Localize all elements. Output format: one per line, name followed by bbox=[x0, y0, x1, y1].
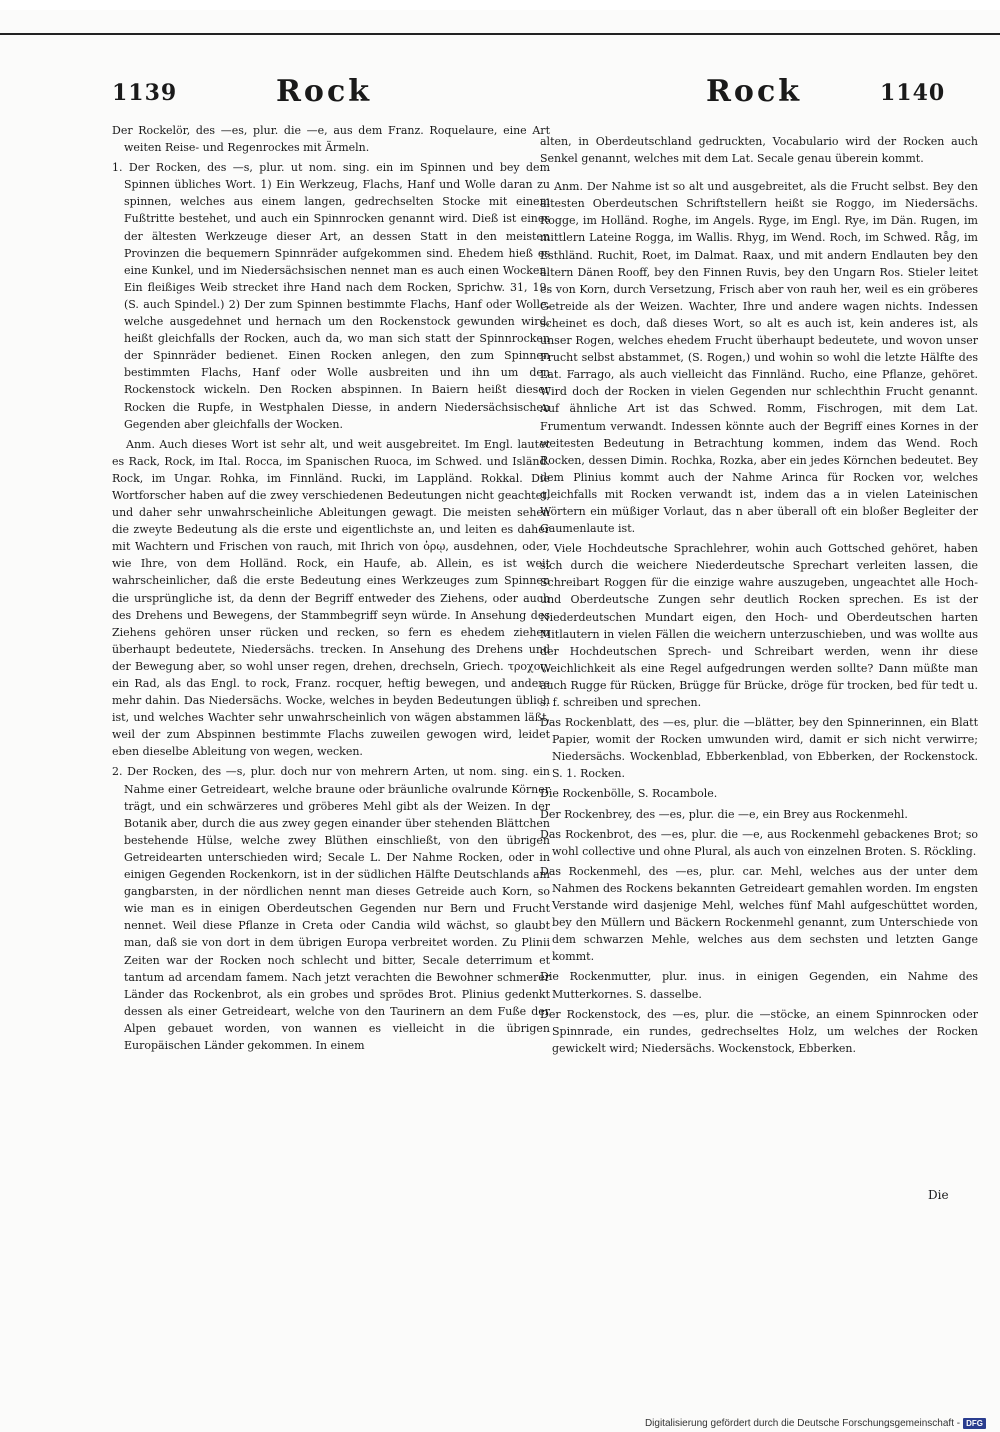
left-page-number: 1139 bbox=[112, 80, 178, 106]
right-page-number: 1140 bbox=[880, 80, 946, 106]
dictionary-entry: 1. Der Rocken, des —s, plur. ut nom. sing. ein im Spinnen und bey dem Spinnen übliches Wort. 1) Ein Werkzeug, Flachs, Hanf und Wolle daran zu spinnen, welches aus einem langen, gedrechselten Stocke mit einem Fußtritte bestehet, und auch ein Spinnrocken genannt wird. Dieß ist eines der ältesten Werkzeuge dieser Art, an dessen Statt in den meisten Provinzen die bequemern Spinnräder aufgekommen sind. Ehedem hieß es eine Kunkel, und im Niedersächsischen nennet man es auch einen Wocken. Ein fleißiges Weib strecket ihre Hand nach dem Rocken, Sprichw. 31, 19. (S. auch Spindel.) 2) Der zum Spinnen bestimmte Flachs, Hanf oder Wolle, welche ausgedehnet und hernach um den Rockenstock gewunden wird, heißt gleichfalls der Rocken, auch da, wo man sich statt der Spinnrocken der Spinnräder bedienet. Einen Rocken anlegen, den zum Spinnen bestimmten Flachs, Hanf oder Wolle ausbreiten und ihn um den Rockenstock wickeln. Den Rocken abspinnen. In Baiern heißt dieser Rocken die Rupfe, in Westphalen Diesse, in andern Niedersächsischen Gegenden aber gleichfalls der Wocken. bbox=[112, 161, 550, 431]
paragraph: Anm. Der Nahme ist so alt und ausgebreitet, als die Frucht selbst. Bey den ältesten Oberdeutschen Schriftstellern heißt sie Roggo, im Niedersächs. Rogge, im Holländ. Roghe, im Angels. Ryge, im Engl. Rye, im Dän. Rugen, im mittlern Lateine Rogga, im Wallis. Rhyg, im Wend. Roch, im Schwed. Råg, im Esthländ. Ruchit, Roet, im Dalmat. Raax, und mit andern Endlauten bey den ältern Dänen Rooff, bey den Finnen Ruvis, bey den Ungarn Ros. Stieler leitet es von Korn, durch Versetzung, Frisch aber von rauh her, weil es ein gröberes Getreide als der Weizen. Wachter, Ihre und andere wagen nichts. Indessen scheinet es doch, daß dieses Wort, so alt es auch ist, kein anderes ist, als unser Rogen, welches ehedem Frucht überhaupt bedeutete, und wovon unser Frucht selbst abstammet, (S. Rogen,) und wohin so wohl die letzte Hälfte des Lat. Farrago, als auch vielleicht das Finnländ. Rucho, eine Pflanze, gehöret. Wird doch der Rocken in vielen Gegenden nur schlechthin Frucht genannt. Auf ähnliche Art ist das Schwed. Romm, Fischrogen, mit dem Lat. Frumentum verwandt. Indessen könnte auch der Begriff eines Kornes in der weitesten Bedeutung in Betrachtung kommen, indem das Wend. Roch Rocken, dessen Dimin. Rochka, Rozka, aber ein jedes Körnchen bedeutet. Bey dem Plinius kommt auch der Nahme Arinca für Rocken vor, welches gleichfalls mit Rocken verwandt ist, indem das a in vielen Lateinischen Wörtern ein müßiger Vorlaut, das n aber überall oft ein bloßer Begleiter der Gaumenlaute ist. bbox=[540, 180, 978, 536]
dictionary-entry: Die Rockenbölle, S. Rocambole. bbox=[540, 787, 718, 801]
left-running-head: Rock bbox=[276, 74, 372, 109]
paragraph: Anm. Auch dieses Wort ist sehr alt, und weit ausgebreitet. Im Engl. lautet es Rack, Rock, im Ital. Rocca, im Spanischen Ruoca, im Schwed. und Isländ. Rock, im Ungar. Rohka, im Finnländ. Rucki, im Lappländ. Rokkal. Die Wortforscher haben auf die zwey verschiedenen Bedeutungen nicht geachtet, und daher sehr unwahrscheinliche Ableitungen gewagt. Die meisten sehen die zweyte Bedeutung als die erste und eigentlichste an, und leiten es daher mit Wachtern und Frischen von rauch, mit Ihrich von ὀρῳ, ausdehnen, oder, wie Ihre, von dem Holländ. Rock, ein Haufe, ab. Allein, es ist weit wahrscheinlicher, daß die erste Bedeutung eines Werkzeuges zum Spinnen die ursprüngliche ist, da denn der Begriff entweder des Ziehens, oder auch des Drehens und Bewegens, der Stammbegriff seyn würde. In Ansehung des Ziehens gehören unser rücken und recken, so fern es ehedem ziehen überhaupt bedeutete, Niedersächs. trecken. In Ansehung des Drehens und der Bewegung aber, so wohl unser regen, drehen, drechseln, Griech. τροχος, ein Rad, als das Engl. to rock, Franz. rocquer, heftig bewegen, und andere mehr dahin. Das Niedersächs. Wocke, welches in beyden Bedeutungen üblich ist, und welches Wachter sehr unwahrscheinlich von wägen abstammen läßt, weil der zum Abspinnen bestimmte Flachs zuweilen gewogen wird, leidet eben dieselbe Ableitung von wegen, wecken. bbox=[112, 437, 550, 759]
dfg-logo: DFG bbox=[963, 1418, 986, 1429]
footer-text: Digitalisierung gefördert durch die Deutsche Forschungsgemeinschaft - bbox=[644, 1418, 961, 1429]
paragraph: Viele Hochdeutsche Sprachlehrer, wohin auch Gottsched gehöret, haben sich durch die weichere Niederdeutsche Sprechart verleiten lassen, die Schreibart Roggen für die einzige wahre auszugeben, ungeachtet alle Hoch- und Oberdeutsche Zungen sehr deutlich Rocken sprechen. Es ist der Niederdeutschen Mundart eigen, den Hoch- und Oberdeutschen harten Mitlautern in vielen Fällen die weichern unterzuschieben, und was wollte aus der Hochdeutschen Sprech- und Schreibart werden, wenn ihr diese Weichlichkeit als eine Regel aufgedrungen werden sollte? Dann müßte man auch Rugge für Rücken, Brügge für Brücke, dröge für trocken, bed für tedt u. s. f. schreiben und sprechen. bbox=[540, 542, 978, 709]
dictionary-entry: Das Rockenbrot, des —es, plur. die —e, aus Rockenmehl gebackenes Brot; so wohl collective und ohne Plural, als auch von einzelnen Broten. S. Röckling. bbox=[540, 827, 978, 858]
dictionary-entry: Der Rockenbrey, des —es, plur. die —e, ein Brey aus Rockenmehl. bbox=[540, 807, 908, 821]
dictionary-entry: Der Rockenstock, des —es, plur. die —stöcke, an einem Spinnrocken oder Spinnrade, ein rundes, gedrechseltes Holz, um welches der Rocken gewickelt wird; Niedersächs. Wockenstock, Ebberken. bbox=[540, 1007, 978, 1055]
dictionary-entry: Der Rockelör, des —es, plur. die —e, aus dem Franz. Roquelaure, eine Art weiten Reise- und Regenrockes mit Ärmeln. bbox=[112, 124, 550, 155]
left-column bbox=[112, 122, 550, 1057]
footer bbox=[645, 1418, 986, 1429]
dictionary-entry: Das Rockenmehl, des —es, plur. car. Mehl, welches aus der unter dem Nahmen des Rockens bekannten Getreideart gemahlen worden. Im engsten Verstande wird dasjenige Mehl, welches fünf Mahl aufgeschüttet worden, bey den Müllern und Bäckern Rockenmehl genannt, zum Unterschiede von dem schwarzen Mehle, welches aus dem sechsten und letzten Gange kommt. bbox=[540, 864, 978, 964]
right-running-head: Rock bbox=[706, 74, 802, 109]
dictionary-entry: Die Rockenmutter, plur. inus. in einigen Gegenden, ein Nahme des Mutterkornes. S. dasselbe. bbox=[540, 970, 978, 1001]
dictionary-entry: Das Rockenblatt, des —es, plur. die —blätter, bey den Spinnerinnen, ein Blatt Papier, womit der Rocken umwunden wird, damit er sich nicht verwirre; Niedersächs. Wockenblad, Ebberkenblad, von Ebberken, der Rockenstock. S. 1. Rocken. bbox=[540, 716, 978, 781]
scan-top-edge bbox=[0, 0, 1000, 10]
catchword: Die bbox=[928, 1188, 949, 1202]
paragraph: alten, in Oberdeutschland gedruckten, Vocabulario wird der Rocken auch Senkel genannt, welches mit dem Lat. Secale genau überein kommt. bbox=[540, 135, 978, 166]
right-column bbox=[540, 122, 978, 1060]
dictionary-entry: 2. Der Rocken, des —s, plur. doch nur von mehrern Arten, ut nom. sing. ein Nahme einer Getreideart, welche braune oder bräunliche ovalrunde Körner trägt, und ein schwärzeres und gröberes Mehl gibt als der Weizen. In der Botanik aber, durch die aus zwey gegen einander über stehenden Blättchen bestehende Hülse, welche zwey Blüthen einschließt, von den übrigen Getreidearten unterschieden wird; Secale L. Der Nahme Rocken, oder in einigen Gegenden Rockenkorn, ist in der südlichen Hälfte Deutschlands am gangbarsten, in der nördlichen nennt man dieses Getreide auch Korn, so wie man es in einigen Oberdeutschen Gegenden nur Bern und Frucht nennet. Weil diese Pflanze in Creta oder Candia wild wächst, so glaubt man, daß sie von dort in dem übrigen Europa verbreitet worden. Zu Plinii Zeiten war der Rocken noch schlecht und bitter, Secale deterrimum et tantum ad arcendam famem. Nach jetzt verachten die Bewohner schmerer Länder das Rockenbrot, als ein grobes und sprödes Brot. Plinius gedenkt dessen als einer Getreideart, welche von den Taurinern an dem Fuße der Alpen gebauet worden, von wannen es vielleicht in die übrigen Europäischen Länder gekommen. In einem bbox=[112, 765, 550, 1052]
